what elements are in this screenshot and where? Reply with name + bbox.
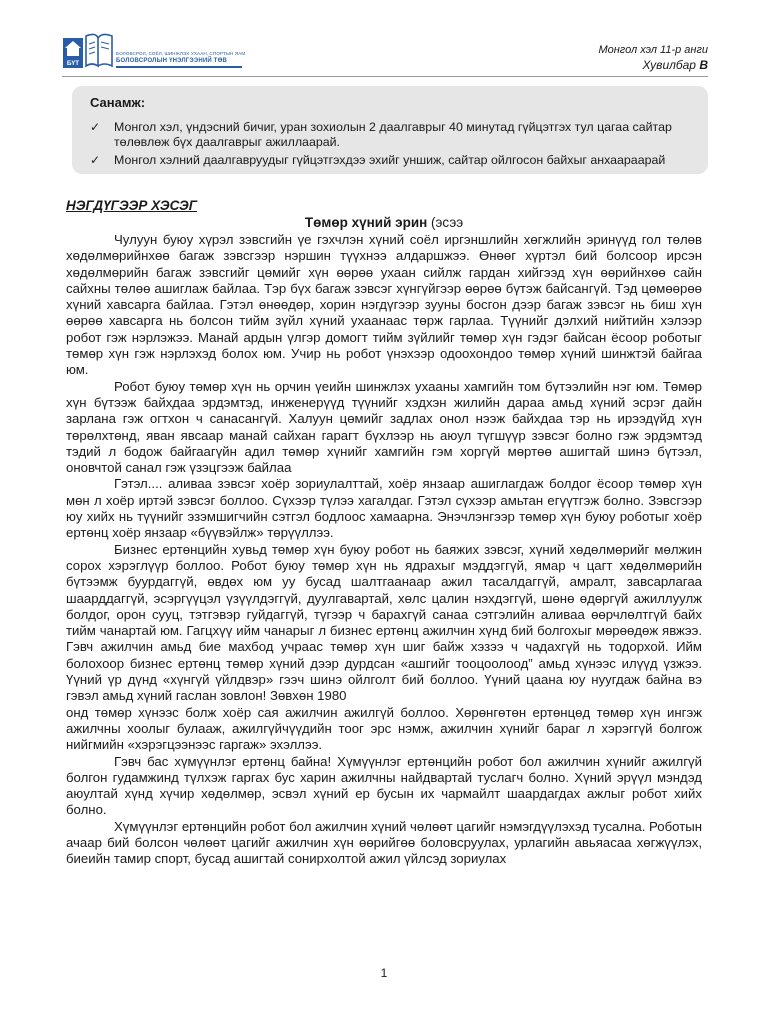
logo-emblem-icon	[62, 32, 114, 70]
essay-body	[66, 232, 702, 868]
essay-title-genre: (эсээ	[431, 215, 464, 230]
paragraph: Гэтэл.... аливаа зэвсэг хоёр зориулалттай, хоёр янзаар ашиглагдаж болдог ёсоор төмөр хүн мөн л хоёр иртэй зэвсэг боллоо. Сүхээр түлээ хагалдаг. Гэтэл сүхээр амьтан егүүтгэж болно. Зэвсгээр юу хийх нь түүнийг эзэмшигчийн сэтгэл бодлоос хамаарна. Энэчлэнгээр төмөр хүн буюу роботыг хоёр ертөнц хоёр янзаар «бүүвэйлж» төрүүллээ.	[66, 476, 702, 541]
page-number: 1	[380, 966, 388, 980]
variant-label	[642, 58, 708, 72]
logo-underline	[116, 66, 242, 68]
notice-title: Санамж:	[90, 95, 146, 110]
essay-title	[66, 215, 702, 230]
paragraph: Гэвч бас хүмүүнлэг ертөнц байна! Хүмүүнлэг ертөнцийн робот бол ажилчин хүнийг ажилгүй болгон гудамжинд түлхэж гаргах бус харин ажилчны найдвартай туслагч болно. Хүний эрүүл мэндэд аюултай хүнд хүчир хөдөлмөр, эсвэл хүний ер бусын их чармайлт шаардагдах ажлыг робот хийх болно.	[66, 753, 702, 818]
paragraph: Чулуун буюу хүрэл зэвсгийн үе гэхчлэн хүний соёл иргэншлийн хөгжлийн эринүүд гол төлөв хөдөлмөрийнхөө багаж зэвсгээр нэршин түүхнээ алдаршжээ. Өнөөг хүртэл бий болсоор ирсэн хөдөлмөрийн багаж зэвсгийг цөмийг хүн өөрөө ухаан сийлж гардан хийгээд хүн өөрийнхөө сайн сайхны төлөө ашиглаж байлаа. Тэр бүх багаж зэвсэг хүнгүйгээр өөрөө бүтэж байсангүй. Тэд цөмөөрөө хүний хавсарга байлаа. Гэтэл өнөөдөр, хорин нэгдүгээр зууны босгон дээр багаж зэвсэг нь биш хүн өөрөө хавсарга нь болсон тийм зүйл хүний ухаанаас төрж гарлаа. Түүнийг дэлхий нийтийн хэлээр робот гэж нэрлэжээ. Манай ардын үлгэр домогт тийм зүйлийг төмөр хүн гэдэг байсан ёсоор роботыг төмөр хүн гэж нэрлэхэд болох юм. Учир нь робот үнэхээр одоохондоо төмөр хүний шинжтэй байгаа юм.	[66, 232, 702, 378]
checkmark-icon: ✓	[90, 120, 101, 134]
logo-ministry-text: БОЛОВСРОЛ, СОЁЛ, ШИНЖЛЭХ УХААН, СПОРТЫН ЯАМ	[116, 51, 246, 56]
paragraph: Бизнес ертөнцийн хувьд төмөр хүн буюу робот нь баяжих зэвсэг, хүний хөдөлмөрийг мөлжин сорох хэрэглүүр боллоо. Робот буюу төмөр хүн нь ядрахыг мэддэггүй, ямар ч цагт хөдөлмөрийн бүтээмж буурдаггүй, өвдөх юм уу бусад шалтгаанаар ажил тасалдаггүй, амралт, завсарлагаа шаарддаггүй, эсэргүүцэл үзүүлдэггүй, дуулгавартай, хөлс цалин нэхдэггүй, шөнө өдөргүй ажиллуулж болдог, орон сууц, тэтгэвэр гуйдаггүй, түгээр ч барахгүй санаа сэтгэлийн аливаа өөрчлөлтгүй байх тийм чанартай юм. Гагцхүү ийм чанарыг л бизнес ертөнц ажилчин хүнд бий болгохыг мөрөөдөж явжээ. Гэвч ажилчин амьд бие махбод учраас төмөр хүн шиг байж хэзээ ч чадахгүй нь тодорхой. Ийм болохоор бизнес ертөнц төмөр хүний дээр дурдсан «ашгийг тооцоолоод” амьд хүнээс илүүд үзжээ. Үүний үр дүнд «хүнгүй үйлдвэр» гээч шинэ ойлголт бий боллоо. Үүний цаана юу нуугдаж байна вэ гэвэл амьд хүний гаслан зовлон! Зөвхөн 1980	[66, 541, 702, 704]
section-title: НЭГДҮГЭЭР ХЭСЭГ	[66, 198, 198, 213]
paragraph: онд төмөр хүнээс болж хоёр сая ажилчин ажилгүй боллоо. Хөрөнгөтөн ертөнцөд төмөр хүн ингэж ажилчны хоолыг булааж, ажилгүйчүүдийн тоог эрс нэмж, ажилчин хүнийг бараг л хэрэггүй болгож нийгмийн «хэрэгцээнээс гаргаж» эхэллээ.	[66, 704, 702, 753]
notice-item-text: Монгол хэлний даалгавруудыг гүйцэтгэхдээ эхийг уншиж, сайтар ойлгосон байхыг анхаараарай	[114, 153, 666, 167]
notice-item-text: Монгол хэл, үндэсний бичиг, уран зохиолын 2 даалгаврыг 40 минутад гүйцэтгэх тул цагаа сайтар төлөвлөж бүх даалгаврыг ажиллаарай.	[114, 120, 672, 149]
logo	[62, 30, 246, 74]
header-divider	[62, 76, 708, 77]
page-header	[62, 30, 708, 78]
checkmark-icon: ✓	[90, 153, 101, 167]
logo-center-text: БОЛОВСРОЛЫН ҮНЭЛГЭЭНИЙ ТӨВ	[116, 58, 228, 64]
variant-label-text: Хувилбар	[642, 58, 696, 72]
logo-abbr: БҮТ	[66, 60, 80, 67]
notice-item	[90, 120, 692, 150]
notice-list	[90, 120, 692, 168]
variant-value: В	[699, 58, 708, 72]
paragraph: Хүмүүнлэг ертөнцийн робот бол ажилчин хүний чөлөөт цагийг нэмэгдүүлэхэд тусална. Роботын ачаар бий болсон чөлөөт цагийг ажилчин хүн өөрийгөө боловсруулах, урлагийн авьяасаа хөгжүүлэх, биеийн тамир спорт, бусад ашигтай сонирхолтой ажил үйлсэд зориулах	[66, 818, 702, 867]
grade-label: Монгол хэл 11-р анги	[598, 44, 708, 56]
essay-title-main: Төмөр хүний эрин	[304, 215, 428, 230]
paragraph: Робот буюу төмөр хүн нь орчин үеийн шинжлэх ухааны хамгийн том бүтээлийн нэг юм. Төмөр хүн бүтээж байхдаа эрдэмтэд, инженерүүд түүнийг хэдхэн жилийн дараа амьд хүний эсрэг дайн зарлана гэж огтхон ч санасангүй. Халуун цөмийг задлах онол нээж байхдаа тэр нь ирээдүйд хүн төрөлхтөнд, яван явсаар манай сайхан гарагт бүхлээр нь аюул түгшүүр зэвсэг болно гэж эрдэмтэд тэдий л бодож байгаагүйн адил төмөр хүнийг хамгийн гэм хоргүй мөртөө ашигтай шинэ бүтээл, оновчтой санал гэж үзэцгээж байлаа	[66, 378, 702, 476]
notice-item	[90, 153, 692, 168]
notice-box	[72, 86, 708, 174]
